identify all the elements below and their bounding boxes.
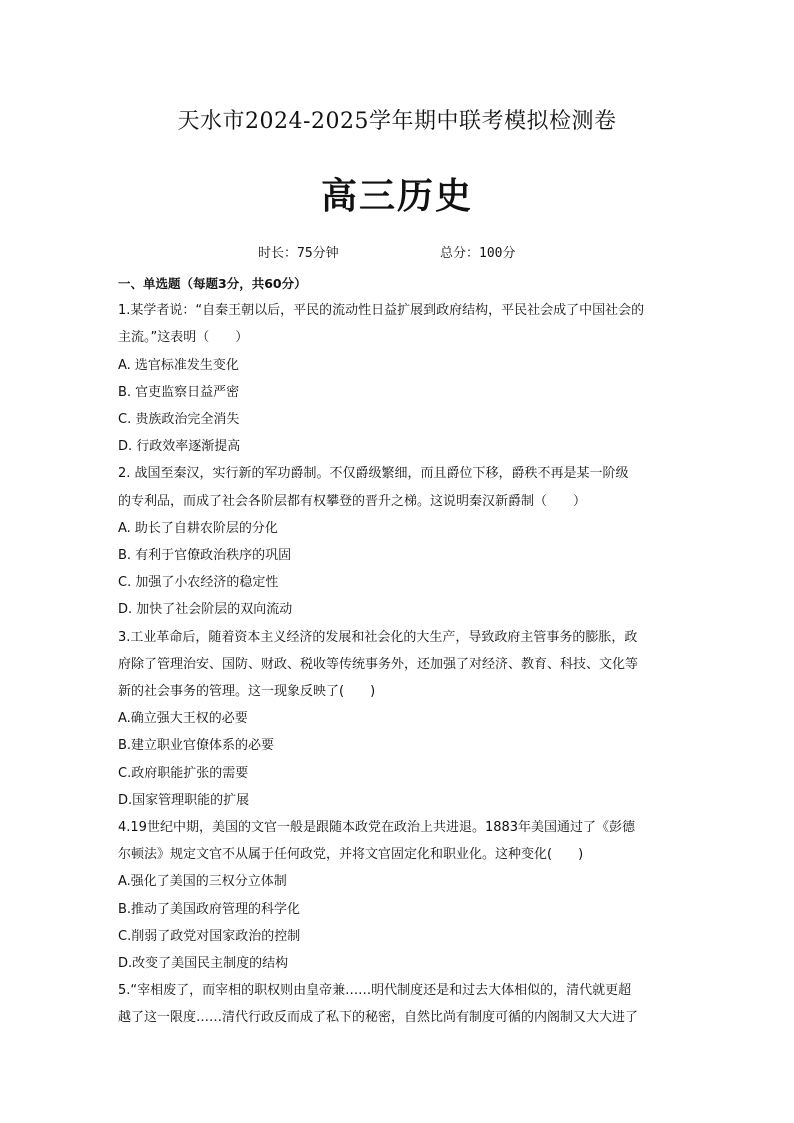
question-1: [118, 297, 684, 460]
question-stem-line: 2. 战国至秦汉，实行新的军功爵制。不仅爵级繁细，而且爵位下移，爵秩不再是某一阶级: [118, 466, 629, 482]
option-c: C.削弱了政党对国家政治的控制: [118, 928, 301, 944]
option-d: D. 行政效率逐渐提高: [118, 439, 241, 455]
option-c: C. 加强了小农经济的稳定性: [118, 575, 279, 591]
option-c: C. 贵族政治完全消失: [118, 412, 240, 428]
option-a: A. 选官标准发生变化: [118, 357, 239, 373]
question-stem-line: 1.某学者说：“自秦王朝以后，平民的流动性日益扩展到政府结构，平民社会成了中国社会的: [118, 303, 645, 319]
option-a: A. 助长了自耕农阶层的分化: [118, 520, 278, 536]
option-b: B.建立职业官僚体系的必要: [118, 738, 275, 754]
section-title: 一、单选题（每题3分，共60分）: [118, 276, 307, 291]
option-d: D.改变了美国民主制度的结构: [118, 956, 289, 972]
question-stem-line: 4.19世纪中期，美国的文官一般是跟随本政党在政治上共进退。1883年美国通过了《彭德: [118, 820, 636, 836]
option-d: D. 加快了社会阶层的双向流动: [118, 602, 293, 618]
option-b: B.推动了美国政府管理的科学化: [118, 901, 301, 917]
question-stem-line: 越了这一限度……清代行政反而成了私下的秘密，自然比尚有制度可循的内阁制又大大进了: [118, 1010, 639, 1026]
question-content: [118, 270, 684, 1032]
option-a: A.确立强大王权的必要: [118, 711, 248, 727]
question-stem-line: 5.“宰相废了，而宰相的职权则由皇帝兼……明代制度还是和过去大体相似的，清代就更超: [118, 983, 632, 999]
question-stem-line: 主流。”这表明（ ）: [118, 330, 249, 346]
question-stem-line: 的专利品，而成了社会各阶层都有权攀登的晋升之梯。这说明秦汉新爵制（ ）: [118, 493, 587, 509]
option-b: B. 官吏监察日益严密: [118, 384, 240, 400]
option-c: C.政府职能扩张的需要: [118, 765, 249, 781]
question-3: [118, 624, 684, 814]
exam-total-score: 总分：100分: [440, 246, 516, 261]
exam-duration: 时长：75分钟: [258, 246, 339, 261]
option-a: A.强化了美国的三权分立体制: [118, 874, 287, 890]
question-2: [118, 460, 684, 623]
question-stem-line: 尔顿法》规定文官不从属于任何政党，并将文官固定化和职业化。这种变化( ): [118, 847, 584, 863]
question-5: [118, 977, 684, 1031]
question-4: [118, 814, 684, 977]
option-d: D.国家管理职能的扩展: [118, 792, 250, 808]
option-b: B. 有利于官僚政治秩序的巩固: [118, 548, 292, 564]
question-stem-line: 新的社会事务的管理。这一现象反映了( ): [118, 684, 376, 700]
question-stem-line: 府除了管理治安、国防、财政、税收等传统事务外，还加强了对经济、教育、科技、文化等: [118, 656, 639, 672]
exam-title: 天水市2024-2025学年期中联考模拟检测卷: [177, 109, 617, 134]
question-stem-line: 3.工业革命后，随着资本主义经济的发展和社会化的大生产，导致政府主管事务的膨胀，政: [118, 629, 638, 645]
subject-title: 高三历史: [320, 176, 473, 217]
